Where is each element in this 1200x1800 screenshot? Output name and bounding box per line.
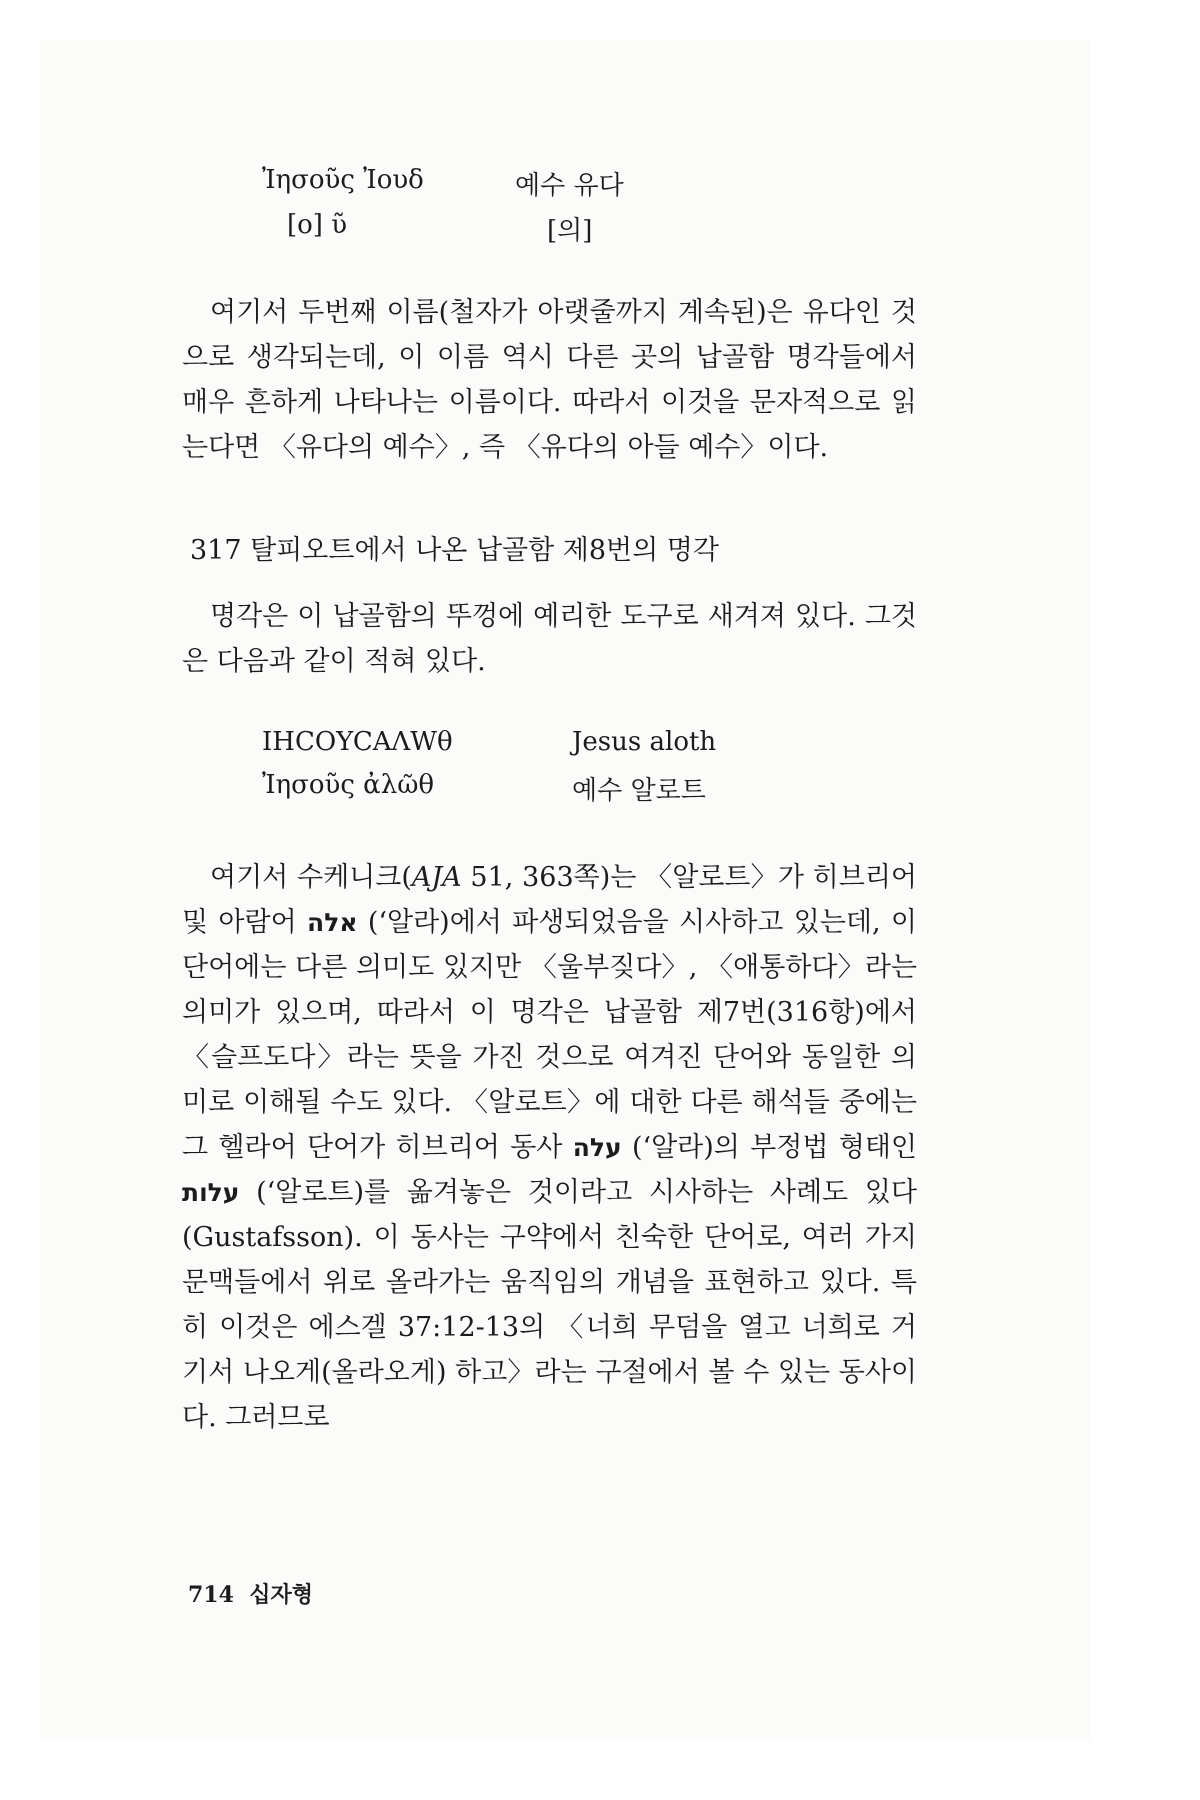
korean-name-line: 예수 유다 bbox=[515, 171, 624, 201]
page-footer bbox=[188, 1578, 313, 1609]
running-title: 십자형 bbox=[249, 1582, 314, 1608]
hebrew-verb-alah: עלה bbox=[572, 1133, 622, 1162]
hebrew-word-alah: אלה bbox=[307, 908, 358, 937]
paragraph-1-text: 여기서 두번째 이름(철자가 아랫줄까지 계속된)은 유다인 것으로 생각되는데, 이 이름 역시 다른 곳의 납골함 명각들에서 매우 흔하게 나타나는 이름이다. 따라서 이것을 문자적으로 읽는다면 〈유다의 예수〉, 즉 〈유다의 아들 예수〉이다. bbox=[182, 297, 917, 463]
paragraph-2 bbox=[182, 594, 917, 684]
paragraph-3: 여기서 수케니크(AJA 51, 363쪽)는 〈알로트〉가 히브리어 및 아람어 אלה (‘알라)에서 파생되었음을 시사하고 있는데, 이 단어에는 다른 의미도 있지만 〈울부짖다〉, 〈애통하다〉라는 의미가 있으며, 따라서 이 명각은 납골함 제7번(316항)에서 〈슬프도다〉라는 뜻을 가진 것으로 여겨진 단어와 동일한 의미로 이해될 수도 있다. 〈알로트〉에 대한 다른 해석들 중에는 그 헬라어 단어가 히브리어 동사 עלה (‘알라)의 부정법 형태인 עלות (‘알로트)를 옮겨놓은 것이라고 시사하는 사례도 있다(Gustafsson). 이 동사는 구약에서 친숙한 단어로, 여러 가지 문맥들에서 위로 올라가는 움직임의 개념을 표현하고 있다. 특히 이것은 에스겔 37:12-13의 〈너희 무덤을 열고 너희로 거기서 나오게(올라오게) 하고〉라는 구절에서 볼 수 있는 동사이다. 그러므로 bbox=[182, 862, 917, 1433]
page-number: 714 bbox=[188, 1582, 234, 1608]
latin-transliteration: Jesus aloth bbox=[572, 727, 717, 757]
greek-sub-line: [ο] ῦ bbox=[287, 210, 348, 240]
greek-name-line: Ἰησοῦς Ἰουδ bbox=[262, 165, 424, 195]
journal-abbrev: AJA bbox=[411, 862, 462, 893]
korean-sub-line: [의] bbox=[547, 216, 593, 246]
korean-inscription: 예수 알로트 bbox=[572, 776, 706, 806]
section-heading: 317 탈피오트에서 나온 납골함 제8번의 명각 bbox=[190, 535, 719, 566]
greek-inscription: Ἰησοῦς ἀλῶθ bbox=[262, 770, 435, 800]
paragraph-2-text: 명각은 이 납골함의 뚜껑에 예리한 도구로 새겨져 있다. 그것은 다음과 같이 적혀 있다. bbox=[182, 601, 917, 677]
paragraph-1 bbox=[182, 290, 917, 470]
hebrew-word-aloth: עלות bbox=[182, 1178, 240, 1207]
uncial-inscription: IHCOYCAΛWθ bbox=[262, 727, 453, 757]
